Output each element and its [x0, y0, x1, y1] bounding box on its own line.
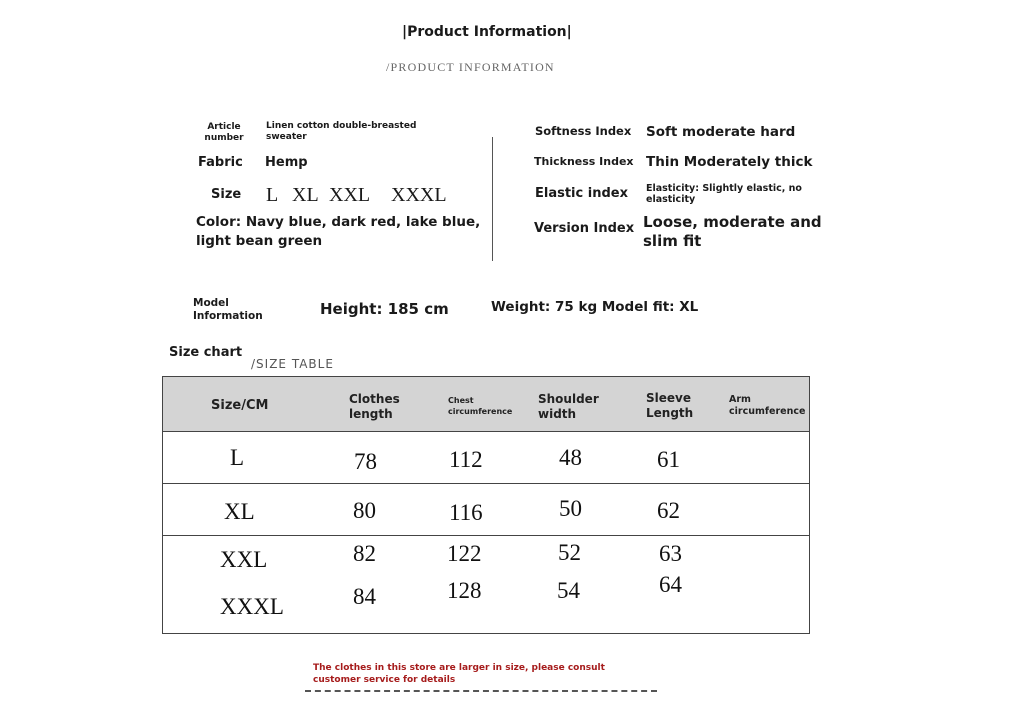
size-chart-subtitle: /SIZE TABLE [251, 357, 334, 371]
cell-chest: 128 [447, 578, 482, 603]
thickness-label: Thickness Index [534, 155, 634, 168]
header-size: Size/CM [211, 398, 269, 413]
row-divider [163, 483, 809, 484]
size-chart-title: Size chart [169, 345, 243, 360]
size-option: L [266, 184, 279, 206]
table-header [163, 377, 809, 432]
color-options-text: Color: Navy blue, dark red, lake blue, light bean green [196, 214, 481, 249]
article-number-value: Linen cotton double-breasted sweater [266, 121, 417, 142]
cell-chest: 122 [447, 541, 482, 566]
version-value: Loose, moderate and slim fit [643, 213, 822, 250]
version-label: Version Index [534, 221, 635, 236]
header-arm: Arm circumference [729, 394, 806, 417]
size-table [162, 376, 810, 634]
cell-length: 80 [353, 498, 376, 523]
cell-shoulder: 52 [558, 540, 581, 565]
dashed-divider [305, 690, 657, 692]
cell-size: XL [224, 499, 255, 524]
row-divider [163, 535, 809, 536]
size-label: Size [211, 187, 242, 202]
cell-size: XXXL [220, 594, 284, 619]
model-info-label: Model Information [193, 297, 263, 322]
thickness-value: Thin Moderately thick [646, 154, 813, 170]
cell-sleeve: 64 [659, 572, 682, 597]
page-title: |Product Information| [402, 24, 572, 40]
cell-shoulder: 48 [559, 445, 582, 470]
elastic-label: Elastic index [535, 186, 628, 201]
size-option: XXL [329, 184, 371, 206]
size-disclaimer-note: The clothes in this store are larger in size, please consult customer service for details [313, 663, 605, 685]
model-weight-fit: Weight: 75 kg Model fit: XL [491, 299, 699, 315]
elastic-value: Elasticity: Slightly elastic, no elasticity [646, 183, 802, 205]
softness-value: Soft moderate hard [646, 124, 796, 140]
vertical-divider [492, 137, 493, 261]
cell-shoulder: 50 [559, 496, 582, 521]
fabric-label: Fabric [198, 155, 243, 170]
cell-shoulder: 54 [557, 578, 580, 603]
header-clothes-length: Clothes length [349, 392, 400, 421]
header-sleeve: Sleeve Length [646, 391, 694, 420]
cell-size: L [230, 445, 245, 470]
header-shoulder: Shoulder width [538, 392, 599, 421]
size-option: XXXL [391, 184, 447, 206]
header-chest: Chest circumference [448, 396, 513, 416]
page-subtitle: /PRODUCT INFORMATION [386, 60, 555, 74]
size-option: XL [292, 184, 319, 206]
cell-sleeve: 63 [659, 541, 682, 566]
cell-sleeve: 61 [657, 447, 680, 472]
cell-length: 84 [353, 584, 376, 609]
cell-sleeve: 62 [657, 498, 680, 523]
cell-size: XXL [220, 547, 268, 572]
cell-chest: 112 [449, 447, 483, 472]
fabric-value: Hemp [265, 155, 308, 170]
softness-label: Softness Index [535, 124, 632, 138]
cell-chest: 116 [449, 500, 483, 525]
article-number-label: Article number [204, 122, 244, 143]
model-height: Height: 185 cm [320, 300, 449, 318]
cell-length: 78 [354, 449, 377, 474]
cell-length: 82 [353, 541, 376, 566]
